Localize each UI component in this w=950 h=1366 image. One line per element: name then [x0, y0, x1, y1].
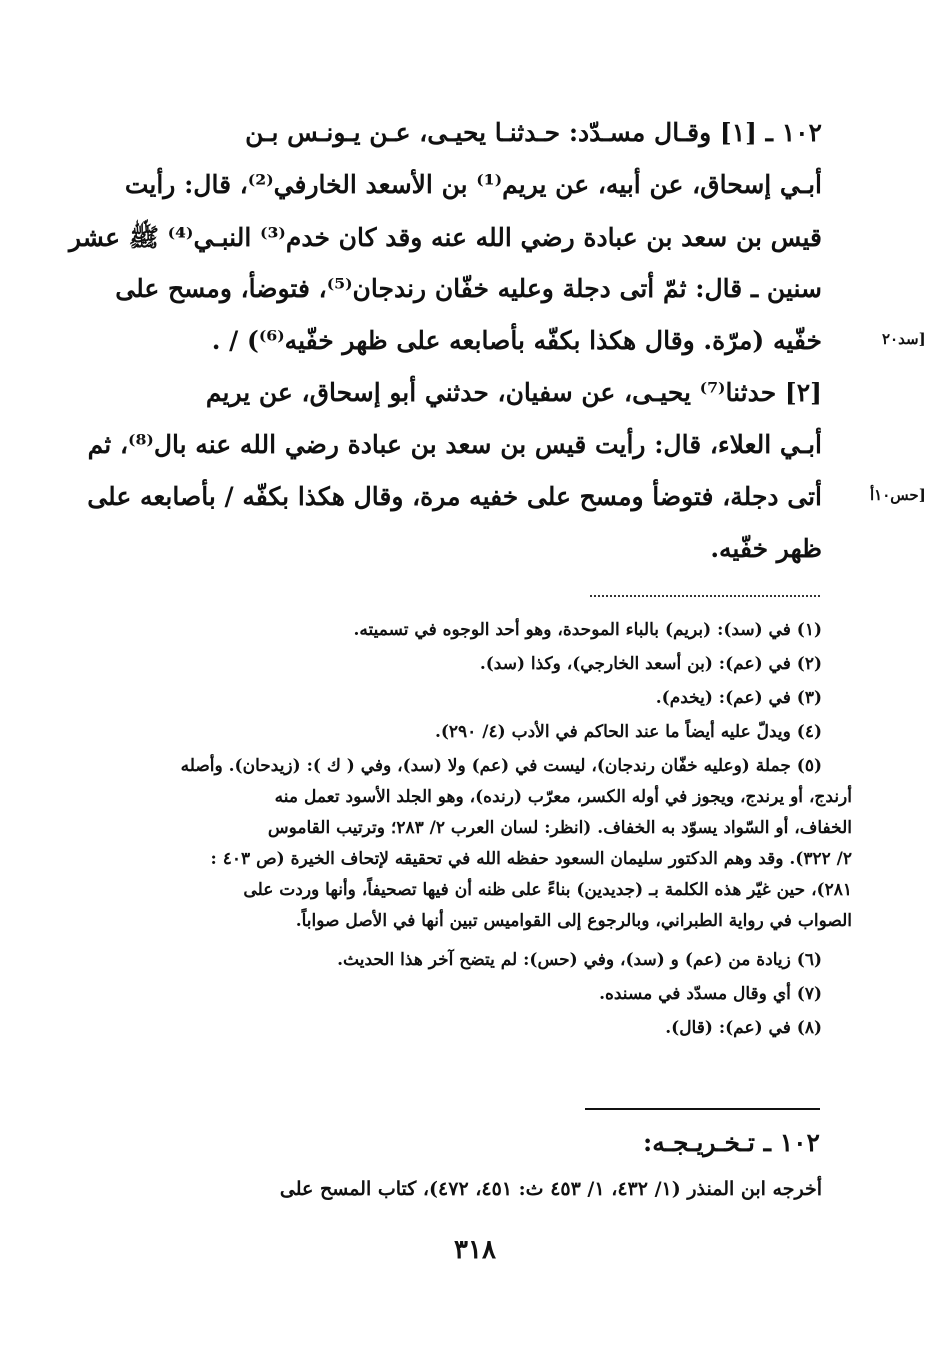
text-line: أبـي إسحاق، عن أبيه، عن يريم⁽¹⁾ بن الأسعد الخارفي⁽²⁾، قال: رأيت — [124, 170, 822, 199]
text-line: [٢] حدثنا⁽⁷⁾ يحيـى، عن سفيان، حدثني أبو إسحاق، عن يريم — [205, 378, 822, 407]
takhrij-text: أخرجه ابن المنذر (١/ ٤٣٢، ١/ ٤٥٣ ث: ٤٥١، ٤٧٢)، كتاب المسح على — [279, 1178, 822, 1200]
footnote-5: (٥) جملة (وعليه خفّان رندجان)، ليست في (عم) ولا (سد)، وفي ( ك ): (زيدحان). وأصله — [180, 756, 822, 776]
footnote-5-continued: ٢٨١)، حين غيّر هذه الكلمة بـ (جديدين) بناءً على ظنه أن فيها تصحيفاً، وأنها وردت على — [243, 880, 852, 900]
footnote-separator — [590, 595, 820, 597]
footnote-2: (٢) في (عم): (بن أسعد الخارجي)، وكذا (سد). — [479, 654, 822, 674]
footnotes — [112, 620, 852, 1090]
text-line: ظهر خفّيه. — [710, 534, 822, 563]
margin-note-sd: [سد٢٠ — [882, 330, 926, 348]
text-line: أتى دجلة، فتوضأ ومسح على خفيه مرة، وقال هكذا بكفّه / بأصابعه على — [87, 482, 822, 511]
takhrij-heading: ١٠٢ ـ تـخـريـجـه: — [643, 1128, 820, 1157]
footnote-1: (١) في (سد): (بريم) بالباء الموحدة، وهو أحد الوجوه في تسميته. — [353, 620, 822, 640]
footnote-7: (٧) أي وقال مسدّد في مسنده. — [599, 984, 822, 1004]
takhrij-text-block — [112, 1178, 822, 1218]
footnote-6: (٦) زيادة من (عم) و (سد)، وفي (حس): لم يتضح آخر هذا الحديث. — [337, 950, 822, 970]
text-line: أبـي العلاء، قال: رأيت قيس بن سعد بن عبادة رضي الله عنه بال⁽⁸⁾، ثم — [87, 430, 822, 459]
hadith-paragraph-1 — [69, 118, 822, 358]
text-line: ١٠٢ ـ [١] وقـال مسـدّد: حـدثنـا يحيـى، عـن يـونـس بـن — [245, 118, 822, 147]
hadith-paragraph-2 — [87, 378, 822, 578]
footnote-4: (٤) ويدلّ عليه أيضاً ما عند الحاكم في الأدب (٤/ ٢٩٠). — [434, 722, 822, 742]
footnote-3: (٣) في (عم): (يخدم). — [655, 688, 822, 708]
footnote-5-continued: أرندج، أو يرندج، ويجوز في أوله الكسر، معرّب (رنده)، وهو الجلد الأسود تعمل منه — [274, 787, 852, 807]
page-number: ٣١٨ — [454, 1235, 496, 1265]
footnote-5-continued: ٢/ ٣٢٢). وقد وهم الدكتور سليمان السعود حفظه الله في تحقيقه لإتحاف الخيرة (ص ٤٠٣ : — [210, 849, 852, 869]
margin-note-hs: [حس١٠أ — [870, 486, 926, 504]
text-line: قيس بن سعد بن عبادة رضي الله عنه وقد كان خدم⁽³⁾ النبـي⁽⁴⁾ ﷺ عشر — [69, 223, 822, 252]
footnote-5-continued: الصواب في رواية الطبراني، وبالرجوع إلى القواميس تبين أنها في الأصل صواباً. — [295, 911, 852, 931]
text-line: سنين ـ قال: ثمّ أتى دجلة وعليه خفّان رندجان⁽⁵⁾، فتوضأ، ومسح على — [115, 274, 822, 303]
text-line: خفّيه (مرّة. وقال هكذا بكفّه بأصابعه على ظهر خفّيه⁽⁶⁾) / . — [211, 326, 822, 355]
footnote-8: (٨) في (عم): (قال). — [665, 1018, 822, 1038]
section-separator — [585, 1108, 820, 1110]
footnote-5-continued: الخفاف، أو السّواد يسوّد به الخفاف. (انظر: لسان العرب ٢/ ٢٨٣؛ وترتيب القاموس — [267, 818, 852, 838]
